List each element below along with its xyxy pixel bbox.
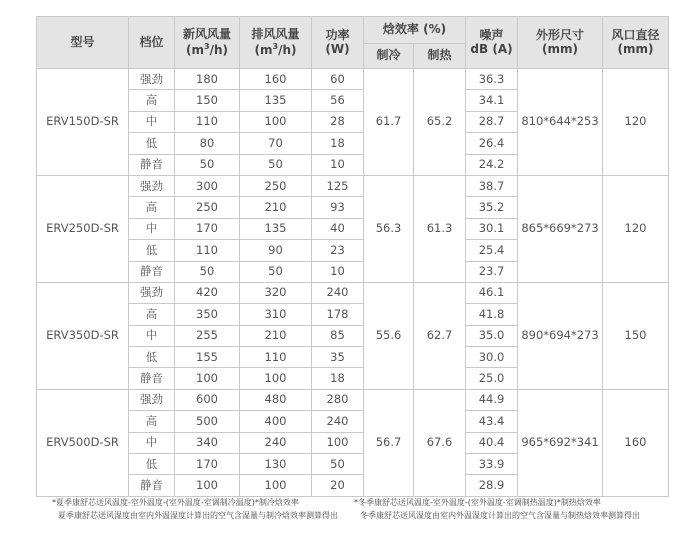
model-name: ERV350D-SR [37, 282, 129, 389]
header-dimensions-label: 外形尺寸 [536, 27, 585, 42]
header-enthalpy: 焓效率 (%) [364, 17, 466, 44]
noise-cell: 26.4 [466, 133, 518, 154]
heating-efficiency-cell: 65.2 [414, 69, 466, 176]
fresh-air-cell: 350 [175, 304, 240, 325]
header-duct [603, 17, 669, 69]
exhaust-air-cell: 160 [240, 69, 312, 90]
noise-cell: 44.9 [466, 389, 518, 410]
level-cell: 中 [129, 111, 175, 132]
heating-efficiency-cell: 62.7 [414, 282, 466, 389]
exhaust-air-cell: 480 [240, 389, 312, 410]
exhaust-air-cell: 100 [240, 111, 312, 132]
duct-cell: 120 [603, 175, 669, 282]
exhaust-air-cell: 135 [240, 218, 312, 239]
header-level: 档位 [129, 17, 175, 69]
dimensions-cell: 890*694*273 [518, 282, 603, 389]
header-fresh-air-unit: $(m^3/h)$ [186, 41, 228, 57]
header-dimensions [518, 17, 603, 69]
noise-cell: 36.3 [466, 69, 518, 90]
power-cell: 178 [312, 304, 364, 325]
dimensions-cell: 865*669*273 [518, 175, 603, 282]
exhaust-air-cell: 250 [240, 175, 312, 196]
exhaust-air-cell: 130 [240, 454, 312, 475]
note-summer-line1: *夏季康舒芯送风温度-室外温度-(室外温度-室调制冷温度)*制冷焓效率 [52, 498, 299, 507]
header-power-unit: (W) [325, 41, 350, 56]
power-cell: 35 [312, 347, 364, 368]
cooling-efficiency-cell: 61.7 [364, 69, 414, 176]
fresh-air-cell: 110 [175, 111, 240, 132]
level-cell: 低 [129, 347, 175, 368]
cooling-efficiency-cell: 56.3 [364, 175, 414, 282]
power-cell: 10 [312, 261, 364, 282]
fresh-air-cell: 110 [175, 240, 240, 261]
level-cell: 强劲 [129, 175, 175, 196]
header-noise-label: 噪声 [479, 27, 504, 42]
level-cell: 静音 [129, 368, 175, 389]
exhaust-air-cell: 320 [240, 282, 312, 303]
level-cell: 低 [129, 240, 175, 261]
table-row [37, 389, 669, 410]
exhaust-air-cell: 135 [240, 90, 312, 111]
noise-cell: 35.2 [466, 197, 518, 218]
duct-cell: 160 [603, 389, 669, 496]
fresh-air-cell: 300 [175, 175, 240, 196]
exhaust-air-cell: 100 [240, 475, 312, 496]
note-winter [354, 496, 640, 522]
header-power-label: 功率 [325, 27, 350, 42]
noise-cell: 34.1 [466, 90, 518, 111]
noise-cell: 24.2 [466, 154, 518, 175]
noise-cell: 33.9 [466, 454, 518, 475]
exhaust-air-cell: 210 [240, 197, 312, 218]
noise-cell: 25.0 [466, 368, 518, 389]
duct-cell: 120 [603, 69, 669, 176]
header-fresh-air [175, 17, 240, 69]
dimensions-cell: 810*644*253 [518, 69, 603, 176]
table-row [37, 282, 669, 303]
power-cell: 23 [312, 240, 364, 261]
note-winter-line1: *冬季康舒芯送风温度-室外温度-(室外温度-室调制热温度)*制热焓效率 [354, 498, 601, 507]
level-cell: 强劲 [129, 389, 175, 410]
level-cell: 静音 [129, 475, 175, 496]
level-cell: 低 [129, 133, 175, 154]
fresh-air-cell: 50 [175, 261, 240, 282]
heating-efficiency-cell: 67.6 [414, 389, 466, 496]
exhaust-air-cell: 110 [240, 347, 312, 368]
table-body [37, 69, 669, 497]
power-cell: 28 [312, 111, 364, 132]
header-exhaust-air [240, 17, 312, 69]
model-name: ERV500D-SR [37, 389, 129, 496]
model-name: ERV150D-SR [37, 69, 129, 176]
fresh-air-cell: 255 [175, 325, 240, 346]
exhaust-air-cell: 100 [240, 368, 312, 389]
power-cell: 56 [312, 90, 364, 111]
level-cell: 低 [129, 454, 175, 475]
noise-cell: 46.1 [466, 282, 518, 303]
noise-cell: 30.0 [466, 347, 518, 368]
cooling-efficiency-cell: 56.7 [364, 389, 414, 496]
header-exhaust-air-unit: $(m^3/h)$ [254, 41, 297, 57]
heating-efficiency-cell: 61.3 [414, 175, 466, 282]
note-summer-line2: 夏季康舒芯送风湿度由室内外温湿度计算出的空气含湿量与制冷焓效率测算得出 [58, 511, 338, 520]
fresh-air-cell: 600 [175, 389, 240, 410]
noise-cell: 43.4 [466, 411, 518, 432]
duct-cell: 150 [603, 282, 669, 389]
power-cell: 40 [312, 218, 364, 239]
power-cell: 100 [312, 432, 364, 453]
header-duct-unit: (mm) [617, 41, 654, 56]
fresh-air-cell: 155 [175, 347, 240, 368]
exhaust-air-cell: 310 [240, 304, 312, 325]
header-power [312, 17, 364, 69]
header-cooling: 制冷 [364, 44, 414, 69]
header-dimensions-unit: (mm) [542, 41, 578, 56]
level-cell: 中 [129, 325, 175, 346]
fresh-air-cell: 180 [175, 69, 240, 90]
power-cell: 20 [312, 475, 364, 496]
level-cell: 静音 [129, 261, 175, 282]
header-duct-label: 风口直径 [611, 27, 660, 42]
noise-cell: 28.9 [466, 475, 518, 496]
header-model: 型号 [37, 17, 129, 69]
exhaust-air-cell: 240 [240, 432, 312, 453]
header-noise-unit: dB (A) [470, 41, 513, 56]
dimensions-cell: 965*692*341 [518, 389, 603, 496]
level-cell: 高 [129, 90, 175, 111]
fresh-air-cell: 340 [175, 432, 240, 453]
level-cell: 强劲 [129, 69, 175, 90]
fresh-air-cell: 50 [175, 154, 240, 175]
spec-table [36, 16, 669, 497]
power-cell: 125 [312, 175, 364, 196]
exhaust-air-cell: 400 [240, 411, 312, 432]
power-cell: 60 [312, 69, 364, 90]
power-cell: 240 [312, 282, 364, 303]
fresh-air-cell: 100 [175, 368, 240, 389]
exhaust-air-cell: 50 [240, 154, 312, 175]
exhaust-air-cell: 50 [240, 261, 312, 282]
level-cell: 高 [129, 304, 175, 325]
fresh-air-cell: 170 [175, 454, 240, 475]
noise-cell: 35.0 [466, 325, 518, 346]
header-fresh-air-label: 新风风量 [182, 26, 231, 41]
fresh-air-cell: 150 [175, 90, 240, 111]
noise-cell: 23.7 [466, 261, 518, 282]
noise-cell: 40.4 [466, 432, 518, 453]
fresh-air-cell: 250 [175, 197, 240, 218]
noise-cell: 41.8 [466, 304, 518, 325]
power-cell: 280 [312, 389, 364, 410]
noise-cell: 30.1 [466, 218, 518, 239]
table-row [37, 69, 669, 90]
header-heating: 制热 [414, 44, 466, 69]
header-noise [466, 17, 518, 69]
level-cell: 静音 [129, 154, 175, 175]
cooling-efficiency-cell: 55.6 [364, 282, 414, 389]
fresh-air-cell: 100 [175, 475, 240, 496]
power-cell: 18 [312, 368, 364, 389]
power-cell: 85 [312, 325, 364, 346]
power-cell: 93 [312, 197, 364, 218]
fresh-air-cell: 170 [175, 218, 240, 239]
level-cell: 中 [129, 432, 175, 453]
noise-cell: 38.7 [466, 175, 518, 196]
header-exhaust-air-label: 排风风量 [251, 26, 300, 41]
power-cell: 10 [312, 154, 364, 175]
noise-cell: 25.4 [466, 240, 518, 261]
exhaust-air-cell: 210 [240, 325, 312, 346]
note-winter-line2: 冬季康舒芯送风湿度由室内外温湿度计算出的空气含湿量与制热焓效率测算得出 [360, 511, 640, 520]
note-summer [52, 496, 338, 522]
fresh-air-cell: 420 [175, 282, 240, 303]
exhaust-air-cell: 90 [240, 240, 312, 261]
level-cell: 强劲 [129, 282, 175, 303]
exhaust-air-cell: 70 [240, 133, 312, 154]
model-name: ERV250D-SR [37, 175, 129, 282]
level-cell: 高 [129, 411, 175, 432]
level-cell: 高 [129, 197, 175, 218]
table-row [37, 175, 669, 196]
fresh-air-cell: 500 [175, 411, 240, 432]
power-cell: 240 [312, 411, 364, 432]
level-cell: 中 [129, 218, 175, 239]
power-cell: 18 [312, 133, 364, 154]
noise-cell: 28.7 [466, 111, 518, 132]
power-cell: 50 [312, 454, 364, 475]
fresh-air-cell: 80 [175, 133, 240, 154]
